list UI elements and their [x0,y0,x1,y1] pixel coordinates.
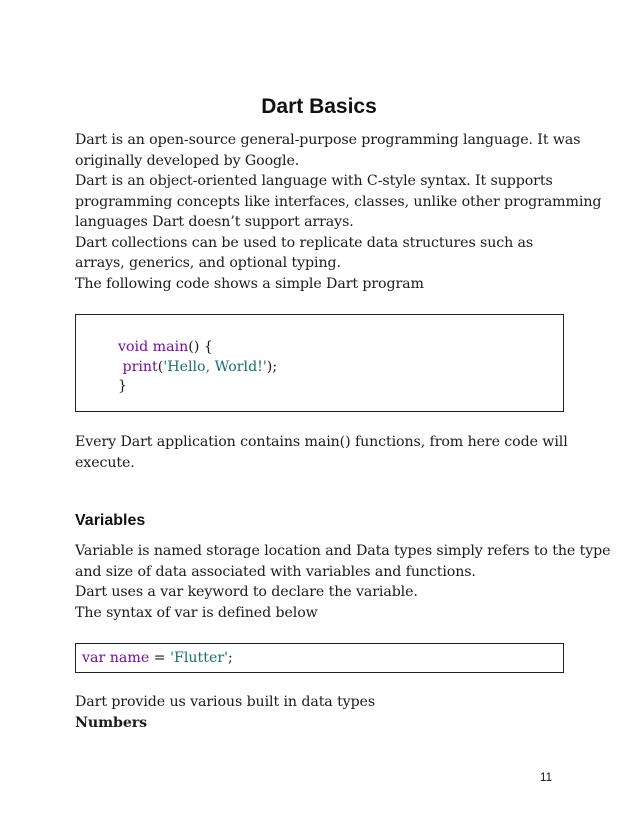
text-line: originally developed by Google. [75,152,300,169]
code-block-main [75,314,564,412]
code-block-var [75,643,564,673]
builtin-paragraph [75,692,575,733]
text-line: The syntax of var is defined below [75,604,318,621]
code-text: } [118,378,128,394]
text-line: Dart provide us various built in data types [75,694,376,710]
text-line: The following code shows a simple Dart program [75,275,424,292]
text-line: Dart is an object-oriented language with C-style syntax. It supports [75,173,553,189]
code-text: = [149,650,171,666]
text-line: programming concepts like interfaces, classes, unlike other programming [75,193,602,210]
code-text: ); [266,358,278,375]
code-keyword: var name [82,650,150,666]
numbers-heading: Numbers [75,714,148,731]
variables-heading: Variables [75,512,146,529]
code-text: ( [157,358,164,375]
text-line: Dart is an open-source general-purpose programming language. It was [75,132,581,148]
text-line: Every Dart application contains main() functions, from here code will [75,434,568,450]
code-content [82,649,233,669]
text-line: Variable is named storage location and Data types simply refers to the type [75,543,611,559]
text-line: Dart collections can be used to replicate data structures such as [75,234,534,251]
intro-paragraph [75,130,602,294]
code-string: 'Flutter' [170,650,229,666]
variables-paragraph [75,541,611,623]
text-line: Dart uses a var keyword to declare the variable. [75,584,418,600]
code-keyword: print [122,358,158,375]
text-line: arrays, generics, and optional typing. [75,255,341,271]
page-number: 11 [540,772,552,784]
text-line: and size of data associated with variables and functions. [75,563,476,580]
after-code-paragraph [75,432,575,473]
page-title: Dart Basics [261,95,377,118]
code-content [118,338,277,397]
text-line: languages Dart doesn’t support arrays. [75,214,354,230]
code-keyword: void main [118,339,189,355]
text-line: execute. [75,454,135,471]
code-text: ; [228,650,233,666]
code-text: () { [188,339,213,355]
code-string: 'Hello, World!' [163,358,267,375]
